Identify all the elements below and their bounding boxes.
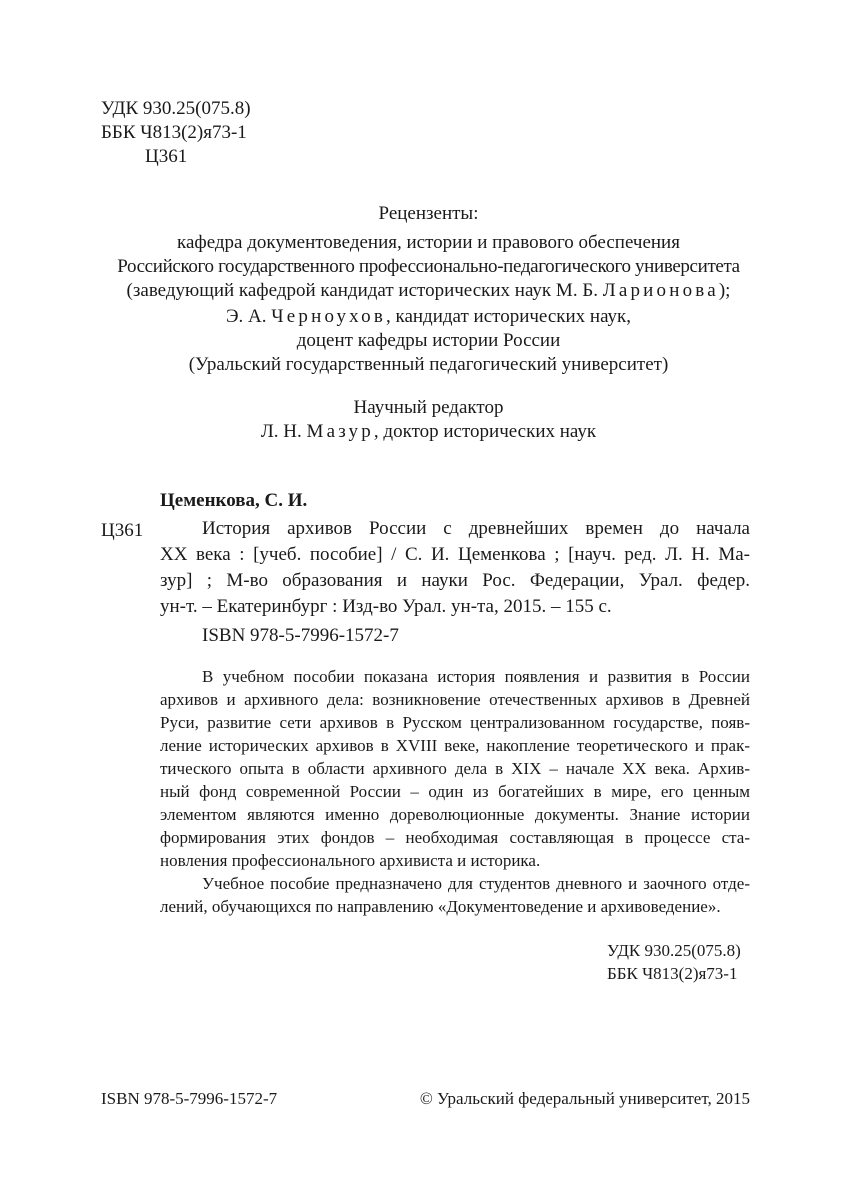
reviewer-dept-line: Российского государственного профессионально-педагогического университета [117,256,740,277]
dept-head-surname: Ларионова [602,280,719,301]
bib-line: зур] ; М-во образования и науки Рос. Федерации, Урал. федер. [160,570,750,591]
editor-initials: Л. Н. [260,421,302,442]
reviewer-position: доцент кафедры истории России [296,330,561,351]
annotation-line: лений, обучающихся по направлению «Документоведение и архивоведение». [160,897,721,916]
bottom-bbk-code: ББК Ч813(2)я73-1 [607,964,738,983]
annotation-line: В учебном пособии показана история появления и развития в России [202,667,750,686]
dept-head-initials: М. Б. [555,280,598,301]
annotation-line: новления профессионального архивиста и историка. [160,851,541,870]
bib-line: ун-т. – Екатеринбург : Изд-во Урал. ун-та, 2015. – 155 с. [160,596,612,617]
reviewer-dept-head [0,280,857,302]
annotation-line: Руси, развитие сети архивов в Русском централизованном государстве, появ- [160,713,750,732]
annotation-line: ный фонд современной России – один из богатейших в мире, его ценным [160,782,750,801]
reviewer-organization: (Уральский государственный педагогический университет) [188,354,669,375]
bib-author: Цеменкова, С. И. [160,490,308,511]
dept-head-prefix: (заведующий кафедрой кандидат исторических наук [126,280,552,301]
reviewer-initials: Э. А. [225,306,267,327]
reviewer-surname: Черноухов [271,306,386,327]
dept-head-suffix: ); [718,280,731,301]
reviewer-person [0,306,857,328]
footer-isbn: ISBN 978-5-7996-1572-7 [101,1089,278,1108]
udk-code: УДК 930.25(075.8) [101,98,251,119]
editor-heading: Научный редактор [353,397,504,418]
reviewer-title: , кандидат исторических наук, [386,306,632,327]
editor-title: , доктор исторических наук [373,421,597,442]
bib-code: Ц361 [101,520,144,541]
bib-isbn: ISBN 978-5-7996-1572-7 [202,625,399,646]
bbk-code: ББК Ч813(2)я73-1 [101,122,247,143]
reviewers-heading: Рецензенты: [378,203,479,224]
author-mark: Ц361 [145,146,188,167]
annotation-line: ление исторических архивов в XVIII веке, накопление теоретического и прак- [160,736,750,755]
footer-copyright: © Уральский федеральный университет, 2015 [419,1089,750,1108]
annotation-line: архивов и архивного дела: возникновение отечественных архивов в Древней [160,690,750,709]
annotation-line: Учебное пособие предназначено для студентов дневного и заочного отде- [202,874,750,893]
annotation-line: элементом являются именно дореволюционные документы. Знание истории [160,805,750,824]
annotation-line: тического опыта в области архивного дела в XIX – начале XX века. Архив- [160,759,750,778]
reviewer-dept-line: кафедра документоведения, истории и правового обеспечения [177,232,680,253]
annotation-line: формирования этих фондов – необходимая составляющая в процессе ста- [160,828,750,847]
bib-line: XX века : [учеб. пособие] / С. И. Цеменкова ; [науч. ред. Л. Н. Ма- [160,544,750,565]
bib-line: История архивов России с древнейших времен до начала [202,518,750,539]
editor-surname: Мазур [306,421,374,442]
bottom-udk-code: УДК 930.25(075.8) [607,941,741,960]
editor-person [0,421,857,443]
